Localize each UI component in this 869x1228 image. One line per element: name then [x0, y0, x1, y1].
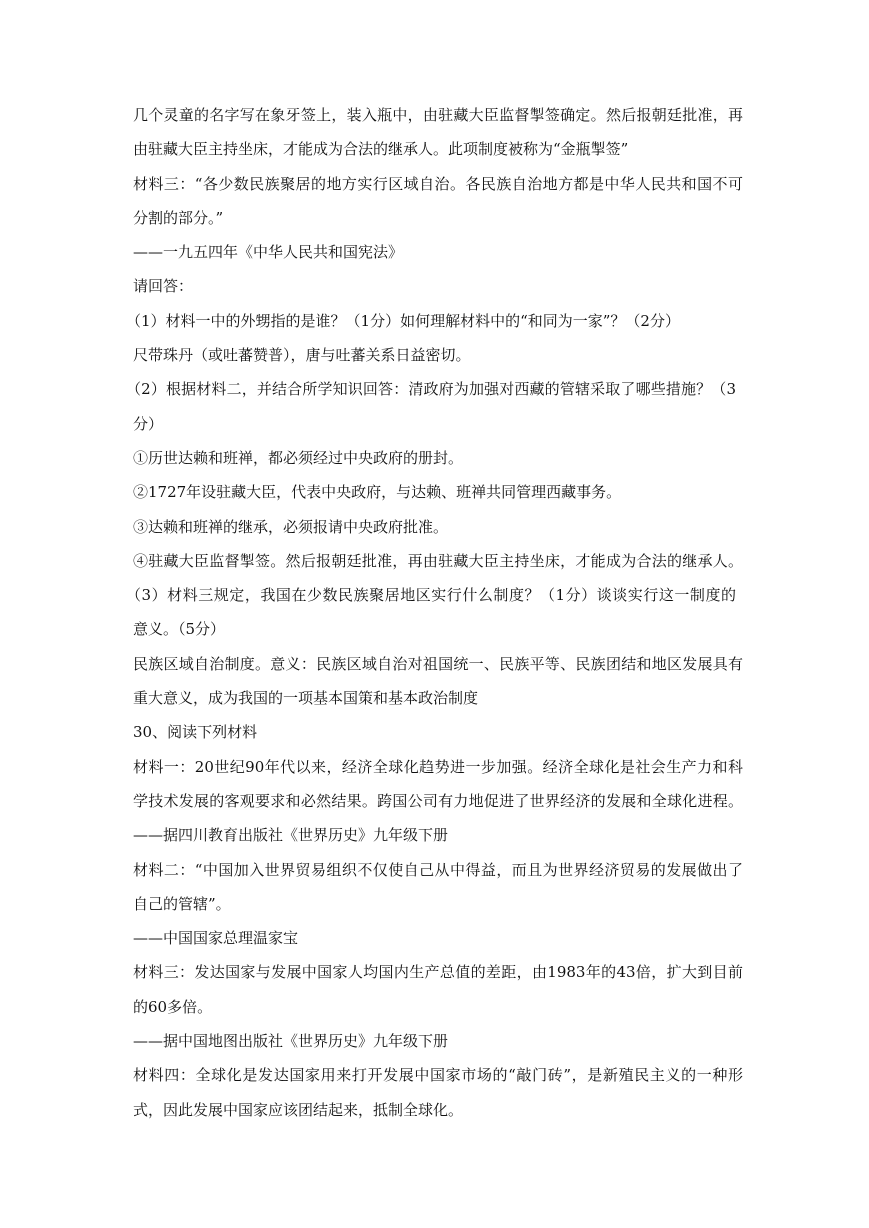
text-line: ③达赖和班禅的继承，必须报请中央政府批准。 [133, 517, 449, 536]
text-line: 材料四：全球化是发达国家用来打开发展中国家市场的“敲门砖”，是新殖民主义的一种形 [133, 1066, 743, 1085]
text-line: （3）材料三规定，我国在少数民族聚居地区实行什么制度？（1分）谈谈实行这一制度的 [126, 586, 736, 605]
text-line: 30、阅读下列材料 [133, 723, 258, 742]
text-line: 分割的部分。” [133, 208, 224, 227]
text-line: 由驻藏大臣主持坐床，才能成为合法的继承人。此项制度被称为“金瓶掣签” [133, 140, 629, 159]
text-line: 式，因此发展中国家应该团结起来，抵制全球化。 [133, 1100, 464, 1119]
text-line: 的60多倍。 [133, 997, 213, 1016]
text-line: 几个灵童的名字写在象牙签上，装入瓶中，由驻藏大臣监督掣签确定。然后报朝廷批准，再 [133, 106, 743, 124]
text-line: （1）材料一中的外甥指的是谁？（1分）如何理解材料中的“和同为一家”？（2分） [126, 311, 680, 330]
text-line: 自己的管辖”。 [133, 894, 231, 913]
text-line: ②1727年设驻藏大臣，代表中央政府，与达赖、班禅共同管理西藏事务。 [133, 483, 622, 502]
text-line: 材料三：“各少数民族聚居的地方实行区域自治。各民族自治地方都是中华人民共和国不可 [133, 174, 743, 193]
text-line: ——一九五四年《中华人民共和国宪法》 [133, 243, 404, 262]
text-line: ——中国国家总理温家宝 [133, 929, 299, 948]
text-line: 意义。（5分） [133, 620, 226, 639]
text-line: 请回答： [133, 277, 194, 296]
text-line: ——据中国地图出版社《世界历史》九年级下册 [133, 1032, 449, 1051]
text-line: （2）根据材料二，并结合所学知识回答：清政府为加强对西藏的管辖采取了哪些措施？（3 [126, 380, 736, 399]
text-line: 民族区域自治制度。意义：民族区域自治对祖国统一、民族平等、民族团结和地区发展具有 [133, 654, 743, 673]
text-line: 材料一：20世纪90年代以来，经济全球化趋势进一步加强。经济全球化是社会生产力和科 [133, 757, 743, 776]
text-line: 材料二：“中国加入世界贸易组织不仅使自己从中得益，而且为世界经济贸易的发展做出了 [133, 860, 743, 879]
text-line: 学技术发展的客观要求和必然结果。跨国公司有力地促进了世界经济的发展和全球化进程。 [133, 791, 743, 810]
text-line: ①历世达赖和班禅，都必须经过中央政府的册封。 [133, 448, 464, 467]
text-line: 材料三：发达国家与发展中国家人均国内生产总值的差距，由1983年的43倍，扩大到目前 [133, 963, 743, 982]
text-line: 尺带珠丹（或吐蕃赞普），唐与吐蕃关系日益密切。 [133, 346, 471, 365]
text-line: 重大意义，成为我国的一项基本国策和基本政治制度 [133, 689, 479, 708]
text-line: 分） [133, 414, 164, 433]
document-body [126, 106, 743, 1137]
text-line: ④驻藏大臣监督掣签。然后报朝廷批准，再由驻藏大臣主持坐床，才能成为合法的继承人。 [133, 551, 743, 570]
text-line: ——据四川教育出版社《世界历史》九年级下册 [133, 826, 449, 845]
